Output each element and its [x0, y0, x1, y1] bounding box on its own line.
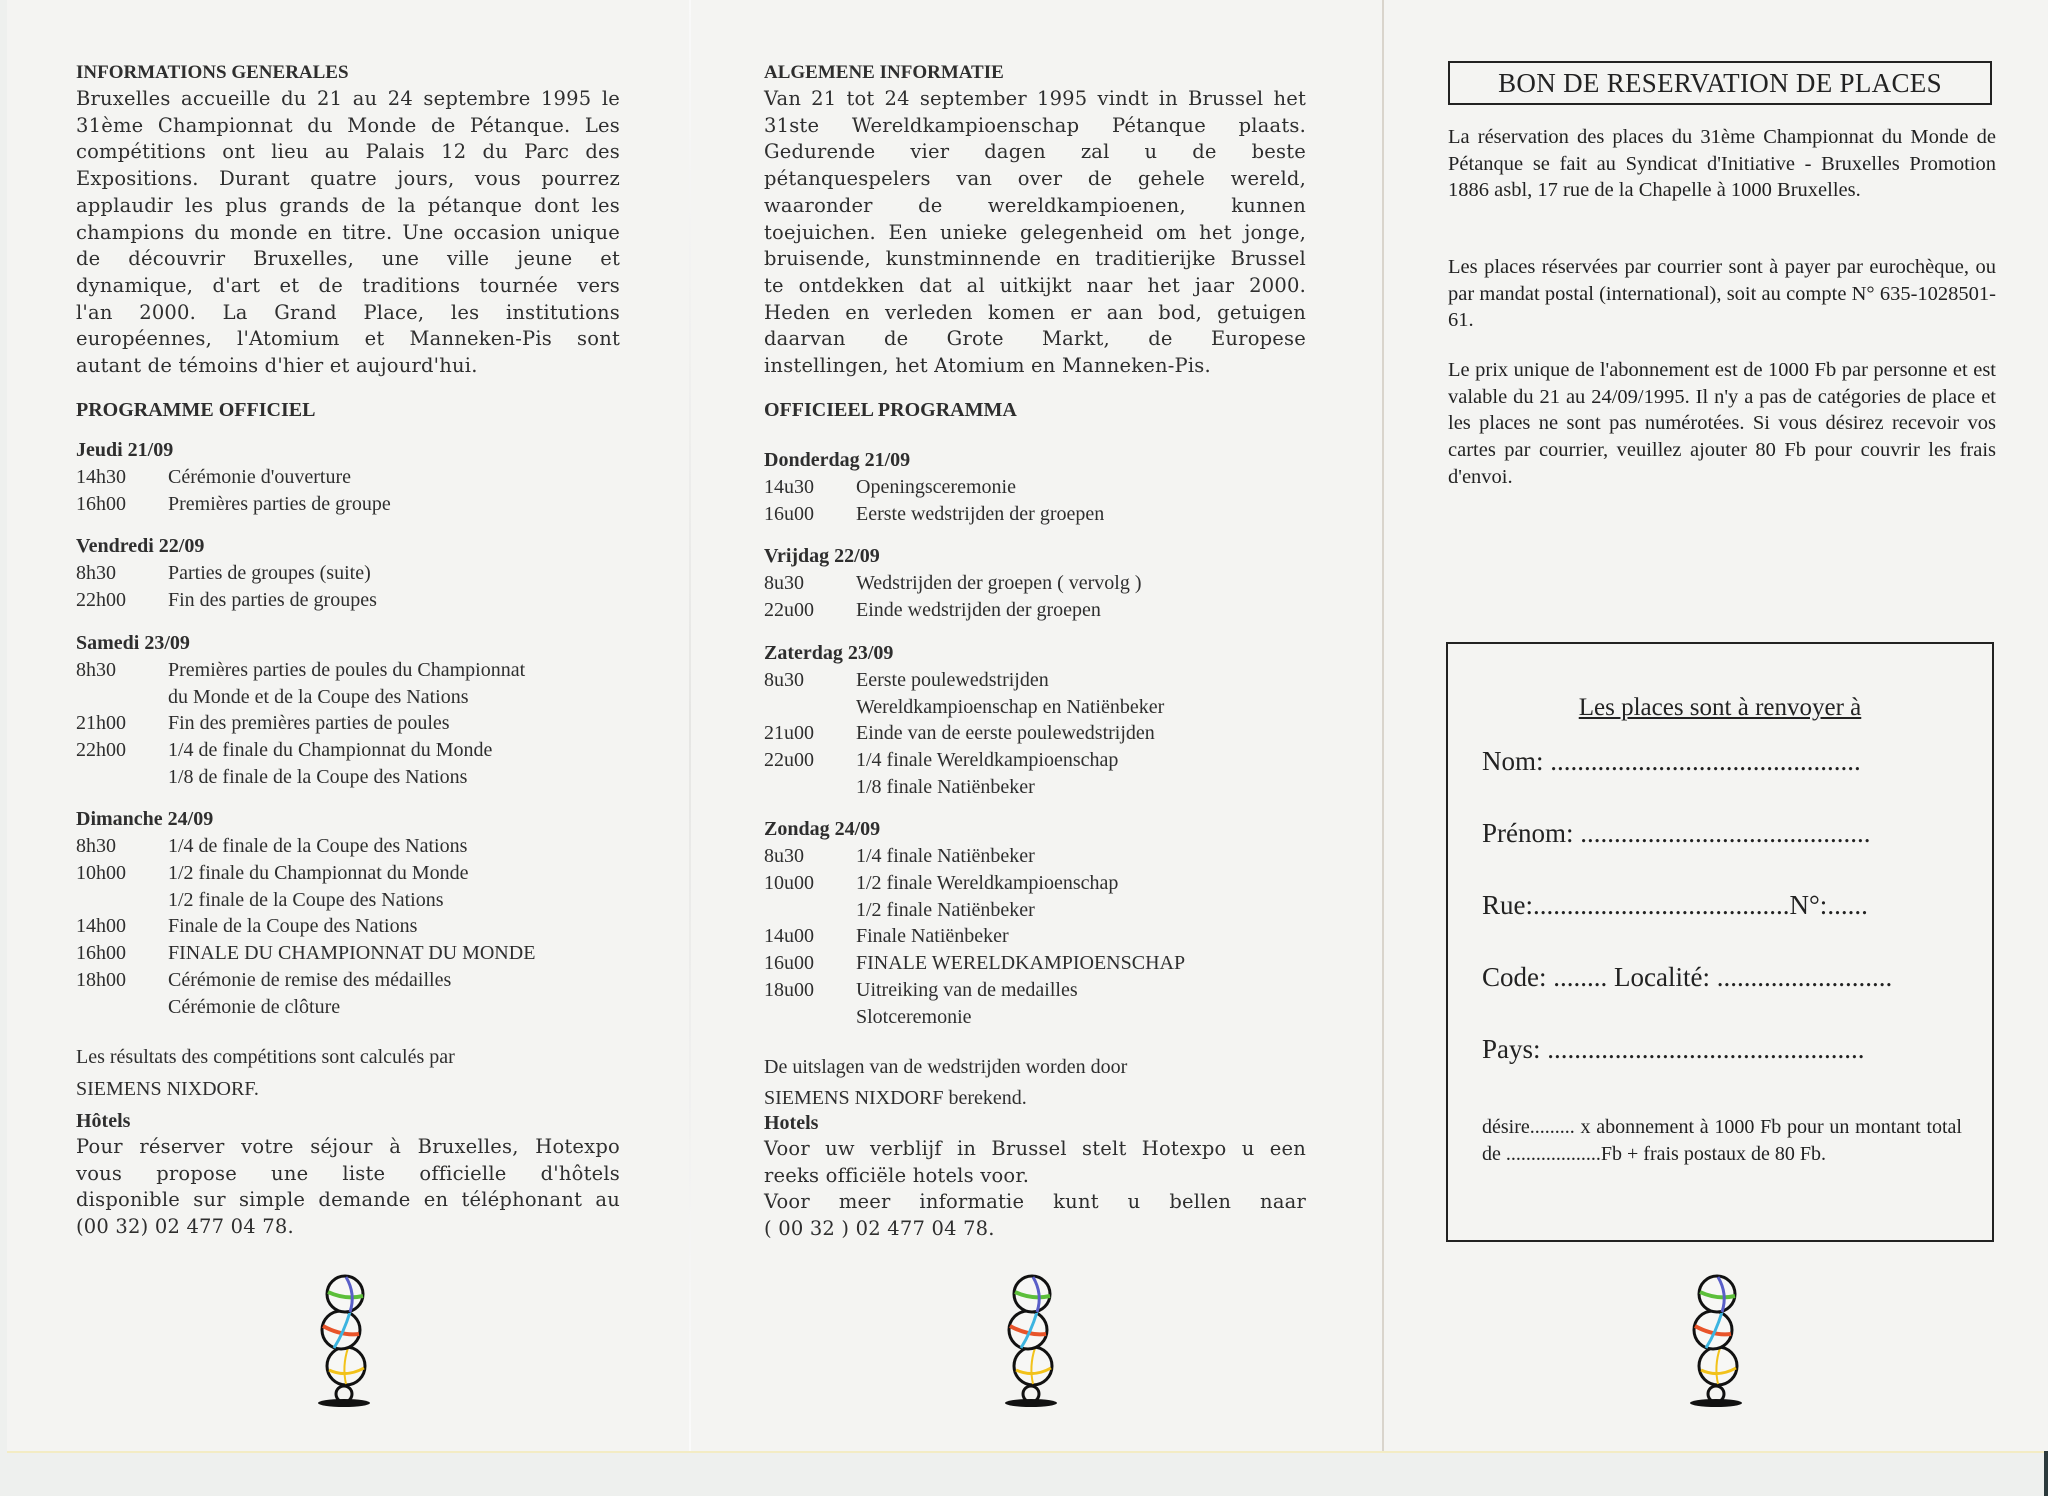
text-line: reeks officiële hotels voor.	[764, 1163, 1030, 1187]
event-description: Parties de groupes (suite)	[168, 562, 371, 585]
hotels-heading: Hotels	[764, 1112, 819, 1134]
event-time: 14u00	[764, 925, 814, 948]
event-description: Uitreiking van de medailles	[856, 978, 1078, 1001]
event-description: Einde wedstrijden der groepen	[856, 599, 1101, 622]
order-text: désire......... x abonnement à 1000 Fb pour un montant total de ...................Fb + frais postaux de 80 Fb.	[1482, 1116, 1962, 1165]
schedule-day	[76, 533, 636, 613]
event-time	[764, 897, 856, 924]
event-time: 16u00	[764, 952, 814, 975]
schedule-row	[76, 967, 636, 994]
event-description: Eerste wedstrijden der groepen	[856, 502, 1105, 525]
scanner-edge	[2044, 1451, 2048, 1496]
text-line: Voor uw verblijf in Brussel stelt Hotexpo u een	[764, 1137, 1306, 1160]
event-time: 22u00	[764, 599, 814, 622]
text-line: daarvan de Grote Markt, de Europese	[764, 327, 1306, 351]
programme-heading: PROGRAMME OFFICIEL	[76, 399, 316, 421]
hotels-section	[764, 1110, 1306, 1243]
rue-input-line[interactable]: ......................................	[1533, 890, 1790, 920]
schedule-row	[764, 667, 1324, 694]
schedule-row	[764, 870, 1324, 897]
text-line: instellingen, het Atomium en Manneken-Pis.	[764, 354, 1211, 378]
schedule-day	[764, 816, 1324, 1030]
reservation-paragraph-1: La réservation des places du 31ème Championnat du Monde de Pétanque se fait au Syndicat d'Initiative - Bruxelles Promotion 1886 asbl, 17 rue de la Chapelle à 1000 Bruxelles.	[1448, 126, 1996, 202]
petanque-logo-icon	[1680, 1272, 1750, 1412]
programme-days	[764, 447, 1324, 1030]
event-time: 14h30	[76, 466, 126, 488]
code-input-line[interactable]: ........	[1553, 962, 1614, 992]
results-section	[764, 1054, 1324, 1111]
text-line: Heden en verleden komen er aan bod, getuigen	[764, 300, 1306, 324]
schedule-row	[76, 994, 636, 1021]
text-line: Expositions. Durant quatre jours, vous pourrez	[76, 167, 620, 191]
schedule-row	[76, 560, 636, 587]
text-line: dynamique, d'art et de traditions tournée vers	[76, 273, 620, 297]
schedule-row	[764, 501, 1324, 528]
event-description: Slotceremonie	[856, 1005, 972, 1028]
event-time: 14h00	[76, 915, 126, 938]
text-line: pétanquespelers van over de gehele wereld,	[764, 167, 1306, 191]
event-time: 8h30	[76, 658, 116, 681]
event-time	[764, 694, 856, 721]
fold-line	[1382, 0, 1384, 1451]
text-line: vous propose une liste officielle d'hôtels	[76, 1161, 620, 1185]
info-heading: INFORMATIONS GENERALES	[76, 62, 349, 83]
schedule-row	[764, 474, 1324, 501]
schedule-row	[76, 491, 636, 518]
reservation-paragraph-3: Le prix unique de l'abonnement est de 1000 Fb par personne et est valable du 21 au 24/09/1995. Il n'y a pas de catégories de place et les places ne sont pas numérotées. Si vous désirez recevoir vos cartes par courrier, veuillez ajouter 80 Fb pour couvrir les frais d'envoi.	[1448, 359, 1996, 488]
reservation-form	[1446, 642, 1994, 1242]
event-time	[76, 994, 168, 1021]
hotels-section	[76, 1108, 620, 1241]
event-description: Finale Natiënbeker	[856, 925, 1009, 948]
hotels-heading: Hôtels	[76, 1110, 131, 1132]
text-line: disponible sur simple demande en téléphonant au	[76, 1188, 620, 1212]
reservation-paragraph-2: Les places réservées par courrier sont à payer par eurochèque, ou par mandat postal (international), soit au compte N° 635-1028501-61.	[1448, 256, 1996, 332]
text-line: autant de témoins d'hier et aujourd'hui.	[76, 354, 478, 378]
event-description: 1/2 finale Wereldkampioenschap	[856, 872, 1119, 895]
text-line: toejuichen. Een unieke gelegenheid om het jonge,	[764, 220, 1306, 244]
day-heading: Zondag 24/09	[764, 818, 881, 841]
results-line-2: SIEMENS NIXDORF.	[76, 1078, 259, 1100]
info-heading: ALGEMENE INFORMATIE	[764, 62, 1004, 83]
schedule-row	[764, 977, 1324, 1004]
petanque-logo-icon	[308, 1272, 378, 1412]
event-description: Fin des premières parties de poules	[168, 712, 450, 735]
text-line: 31ste Wereldkampioenschap Pétanque plaats.	[764, 113, 1306, 137]
event-description: Premières parties de poules du Championnat	[168, 658, 526, 681]
event-time: 22h00	[76, 589, 126, 612]
text-line: 31ème Championnat du Monde de Pétanque. Les	[76, 113, 620, 137]
fold-line	[689, 0, 691, 1451]
text-line: Bruxelles accueille du 21 au 24 septembre 1995 le	[76, 87, 620, 110]
schedule-row	[76, 464, 636, 491]
event-description: 1/4 de finale du Championnat du Monde	[168, 738, 493, 761]
event-time: 16u00	[764, 502, 814, 525]
schedule-row	[76, 684, 636, 711]
schedule-row	[76, 737, 636, 764]
results-line-2: SIEMENS NIXDORF berekend.	[764, 1087, 1027, 1109]
event-description: 1/8 finale Natiënbeker	[856, 775, 1035, 798]
event-time: 8u30	[764, 845, 804, 868]
schedule-row	[764, 720, 1324, 747]
event-time	[76, 764, 168, 791]
event-description: Cérémonie de remise des médailles	[168, 968, 452, 991]
schedule-row	[76, 860, 636, 887]
event-time: 14u30	[764, 476, 814, 498]
event-description: 1/8 de finale de la Coupe des Nations	[168, 765, 468, 788]
event-time	[764, 1004, 856, 1031]
info-body	[764, 86, 1306, 380]
schedule-row	[76, 833, 636, 860]
day-heading: Vendredi 22/09	[76, 535, 205, 558]
prenom-input-line[interactable]: ...........................................	[1580, 818, 1871, 848]
schedule-row	[764, 570, 1324, 597]
day-heading: Samedi 23/09	[76, 631, 190, 654]
numero-label: N°:	[1789, 890, 1828, 920]
event-time: 8h30	[76, 562, 116, 585]
schedule-row	[764, 597, 1324, 624]
text-line: de découvrir Bruxelles, une ville jeune et	[76, 247, 620, 271]
event-description: Eerste poulewedstrijden	[856, 668, 1049, 691]
schedule-row	[764, 774, 1324, 801]
pays-label: Pays:	[1482, 1034, 1541, 1064]
event-description: du Monde et de la Coupe des Nations	[168, 685, 469, 708]
event-time	[76, 887, 168, 914]
localite-input-line[interactable]: ..........................	[1716, 962, 1893, 992]
text-line: Gedurende vier dagen zal u de beste	[764, 140, 1306, 164]
event-description: Finale de la Coupe des Nations	[168, 915, 418, 938]
text-line: champions du monde en titre. Une occasion unique	[76, 220, 620, 244]
event-description: FINALE DU CHAMPIONNAT DU MONDE	[168, 942, 536, 965]
text-line: waaronder de wereldkampioenen, kunnen	[764, 193, 1306, 217]
event-time: 10h00	[76, 862, 126, 885]
nom-label: Nom:	[1482, 746, 1544, 776]
results-line-1: Les résultats des compétitions sont calculés par	[76, 1046, 455, 1068]
day-heading: Donderdag 21/09	[764, 449, 911, 471]
text-line: Van 21 tot 24 september 1995 vindt in Brussel het	[764, 87, 1306, 110]
prenom-field[interactable]	[1482, 818, 1962, 849]
event-time: 18h00	[76, 968, 126, 991]
text-line: bruisende, kunstminnende en traditierijke Brussel	[764, 247, 1306, 271]
event-time: 8u30	[764, 668, 804, 691]
text-line: (00 32) 02 477 04 78.	[76, 1215, 294, 1239]
event-time	[76, 684, 168, 711]
event-description: Cérémonie de clôture	[168, 995, 341, 1018]
event-description: Einde van de eerste poulewedstrijden	[856, 722, 1155, 745]
schedule-row	[76, 764, 636, 791]
event-time: 16h00	[76, 492, 126, 515]
event-time: 22u00	[764, 748, 814, 771]
schedule-row	[76, 710, 636, 737]
rue-field[interactable]	[1482, 890, 1962, 921]
day-heading: Vrijdag 22/09	[764, 545, 880, 568]
event-description: 1/2 finale de la Coupe des Nations	[168, 888, 444, 911]
event-description: 1/2 finale du Championnat du Monde	[168, 862, 469, 885]
programme-section	[764, 397, 1324, 1030]
schedule-row	[76, 913, 636, 940]
schedule-row	[76, 657, 636, 684]
results-line-1: De uitslagen van de wedstrijden worden door	[764, 1056, 1128, 1078]
text-line: ( 00 32 ) 02 477 04 78.	[764, 1217, 995, 1241]
text-line: l'an 2000. La Grand Place, les institutions	[76, 300, 620, 324]
schedule-row	[76, 587, 636, 614]
event-time: 8h30	[76, 835, 116, 858]
event-description: Fin des parties de groupes	[168, 589, 377, 612]
event-description: 1/4 finale Wereldkampioenschap	[856, 748, 1119, 771]
event-time: 16h00	[76, 942, 126, 965]
event-description: Cérémonie d'ouverture	[168, 466, 351, 488]
day-heading: Jeudi 21/09	[76, 439, 174, 461]
pays-field[interactable]	[1482, 1034, 1962, 1065]
day-heading: Dimanche 24/09	[76, 808, 214, 831]
event-time: 21u00	[764, 722, 814, 745]
event-time: 18u00	[764, 978, 814, 1001]
event-description: Wereldkampioenschap en Natiënbeker	[856, 695, 1165, 718]
schedule-row	[764, 950, 1324, 977]
event-description: Premières parties de groupe	[168, 492, 391, 515]
event-time	[764, 774, 856, 801]
day-heading: Zaterdag 23/09	[764, 641, 894, 664]
schedule-row	[764, 843, 1324, 870]
hotels-body	[764, 1136, 1306, 1243]
schedule-row	[764, 1004, 1324, 1031]
schedule-row	[764, 923, 1324, 950]
event-time: 8u30	[764, 572, 804, 595]
schedule-day	[764, 543, 1324, 623]
info-body	[76, 86, 620, 380]
schedule-day	[76, 806, 636, 1020]
event-description: 1/4 finale Natiënbeker	[856, 845, 1035, 868]
code-label: Code:	[1482, 962, 1547, 992]
nom-input-line[interactable]: ..............................................	[1550, 746, 1861, 776]
form-title: Les places sont à renvoyer à	[1578, 694, 1862, 721]
programme-heading: OFFICIEEL PROGRAMMA	[764, 399, 1017, 421]
programme-section	[76, 397, 636, 1020]
petanque-logo-icon	[995, 1272, 1065, 1412]
nom-field[interactable]	[1482, 746, 1962, 777]
schedule-row	[76, 940, 636, 967]
code-localite-field[interactable]	[1482, 962, 1962, 993]
rue-label: Rue:	[1482, 890, 1533, 920]
text-line: Pour réserver votre séjour à Bruxelles, Hotexpo	[76, 1135, 620, 1158]
schedule-row	[764, 897, 1324, 924]
schedule-day	[76, 437, 636, 517]
programme-days	[76, 437, 636, 1020]
event-time: 22h00	[76, 738, 126, 761]
schedule-row	[764, 747, 1324, 774]
hotels-body	[76, 1134, 620, 1241]
pays-input-line[interactable]: ...............................................	[1547, 1034, 1865, 1064]
schedule-day	[764, 640, 1324, 801]
schedule-day	[76, 630, 636, 791]
reservation-title: BON DE RESERVATION DE PLACES	[1448, 61, 1992, 105]
info-section	[764, 60, 1306, 380]
localite-label: Localité:	[1614, 962, 1710, 992]
text-line: Voor meer informatie kunt u bellen naar	[764, 1190, 1306, 1214]
info-section	[76, 60, 620, 380]
numero-input-line[interactable]: ......	[1827, 890, 1868, 920]
event-description: Openingsceremonie	[856, 476, 1016, 498]
text-line: compétitions ont lieu au Palais 12 du Parc des	[76, 140, 620, 164]
event-description: Wedstrijden der groepen ( vervolg )	[856, 572, 1142, 595]
event-time: 21h00	[76, 712, 126, 735]
schedule-row	[764, 694, 1324, 721]
prenom-label: Prénom:	[1482, 818, 1574, 848]
schedule-day	[764, 447, 1324, 527]
event-description: FINALE WERELDKAMPIOENSCHAP	[856, 952, 1186, 975]
schedule-row	[76, 887, 636, 914]
event-description: 1/4 de finale de la Coupe des Nations	[168, 835, 468, 858]
event-time: 10u00	[764, 872, 814, 895]
text-line: européennes, l'Atomium et Manneken-Pis sont	[76, 327, 620, 351]
event-description: 1/2 finale Natiënbeker	[856, 898, 1035, 921]
text-line: te ontdekken dat al uitkijkt naar het jaar 2000.	[764, 273, 1306, 297]
text-line: applaudir les plus grands de la pétanque dont les	[76, 193, 620, 217]
results-section	[76, 1044, 636, 1102]
